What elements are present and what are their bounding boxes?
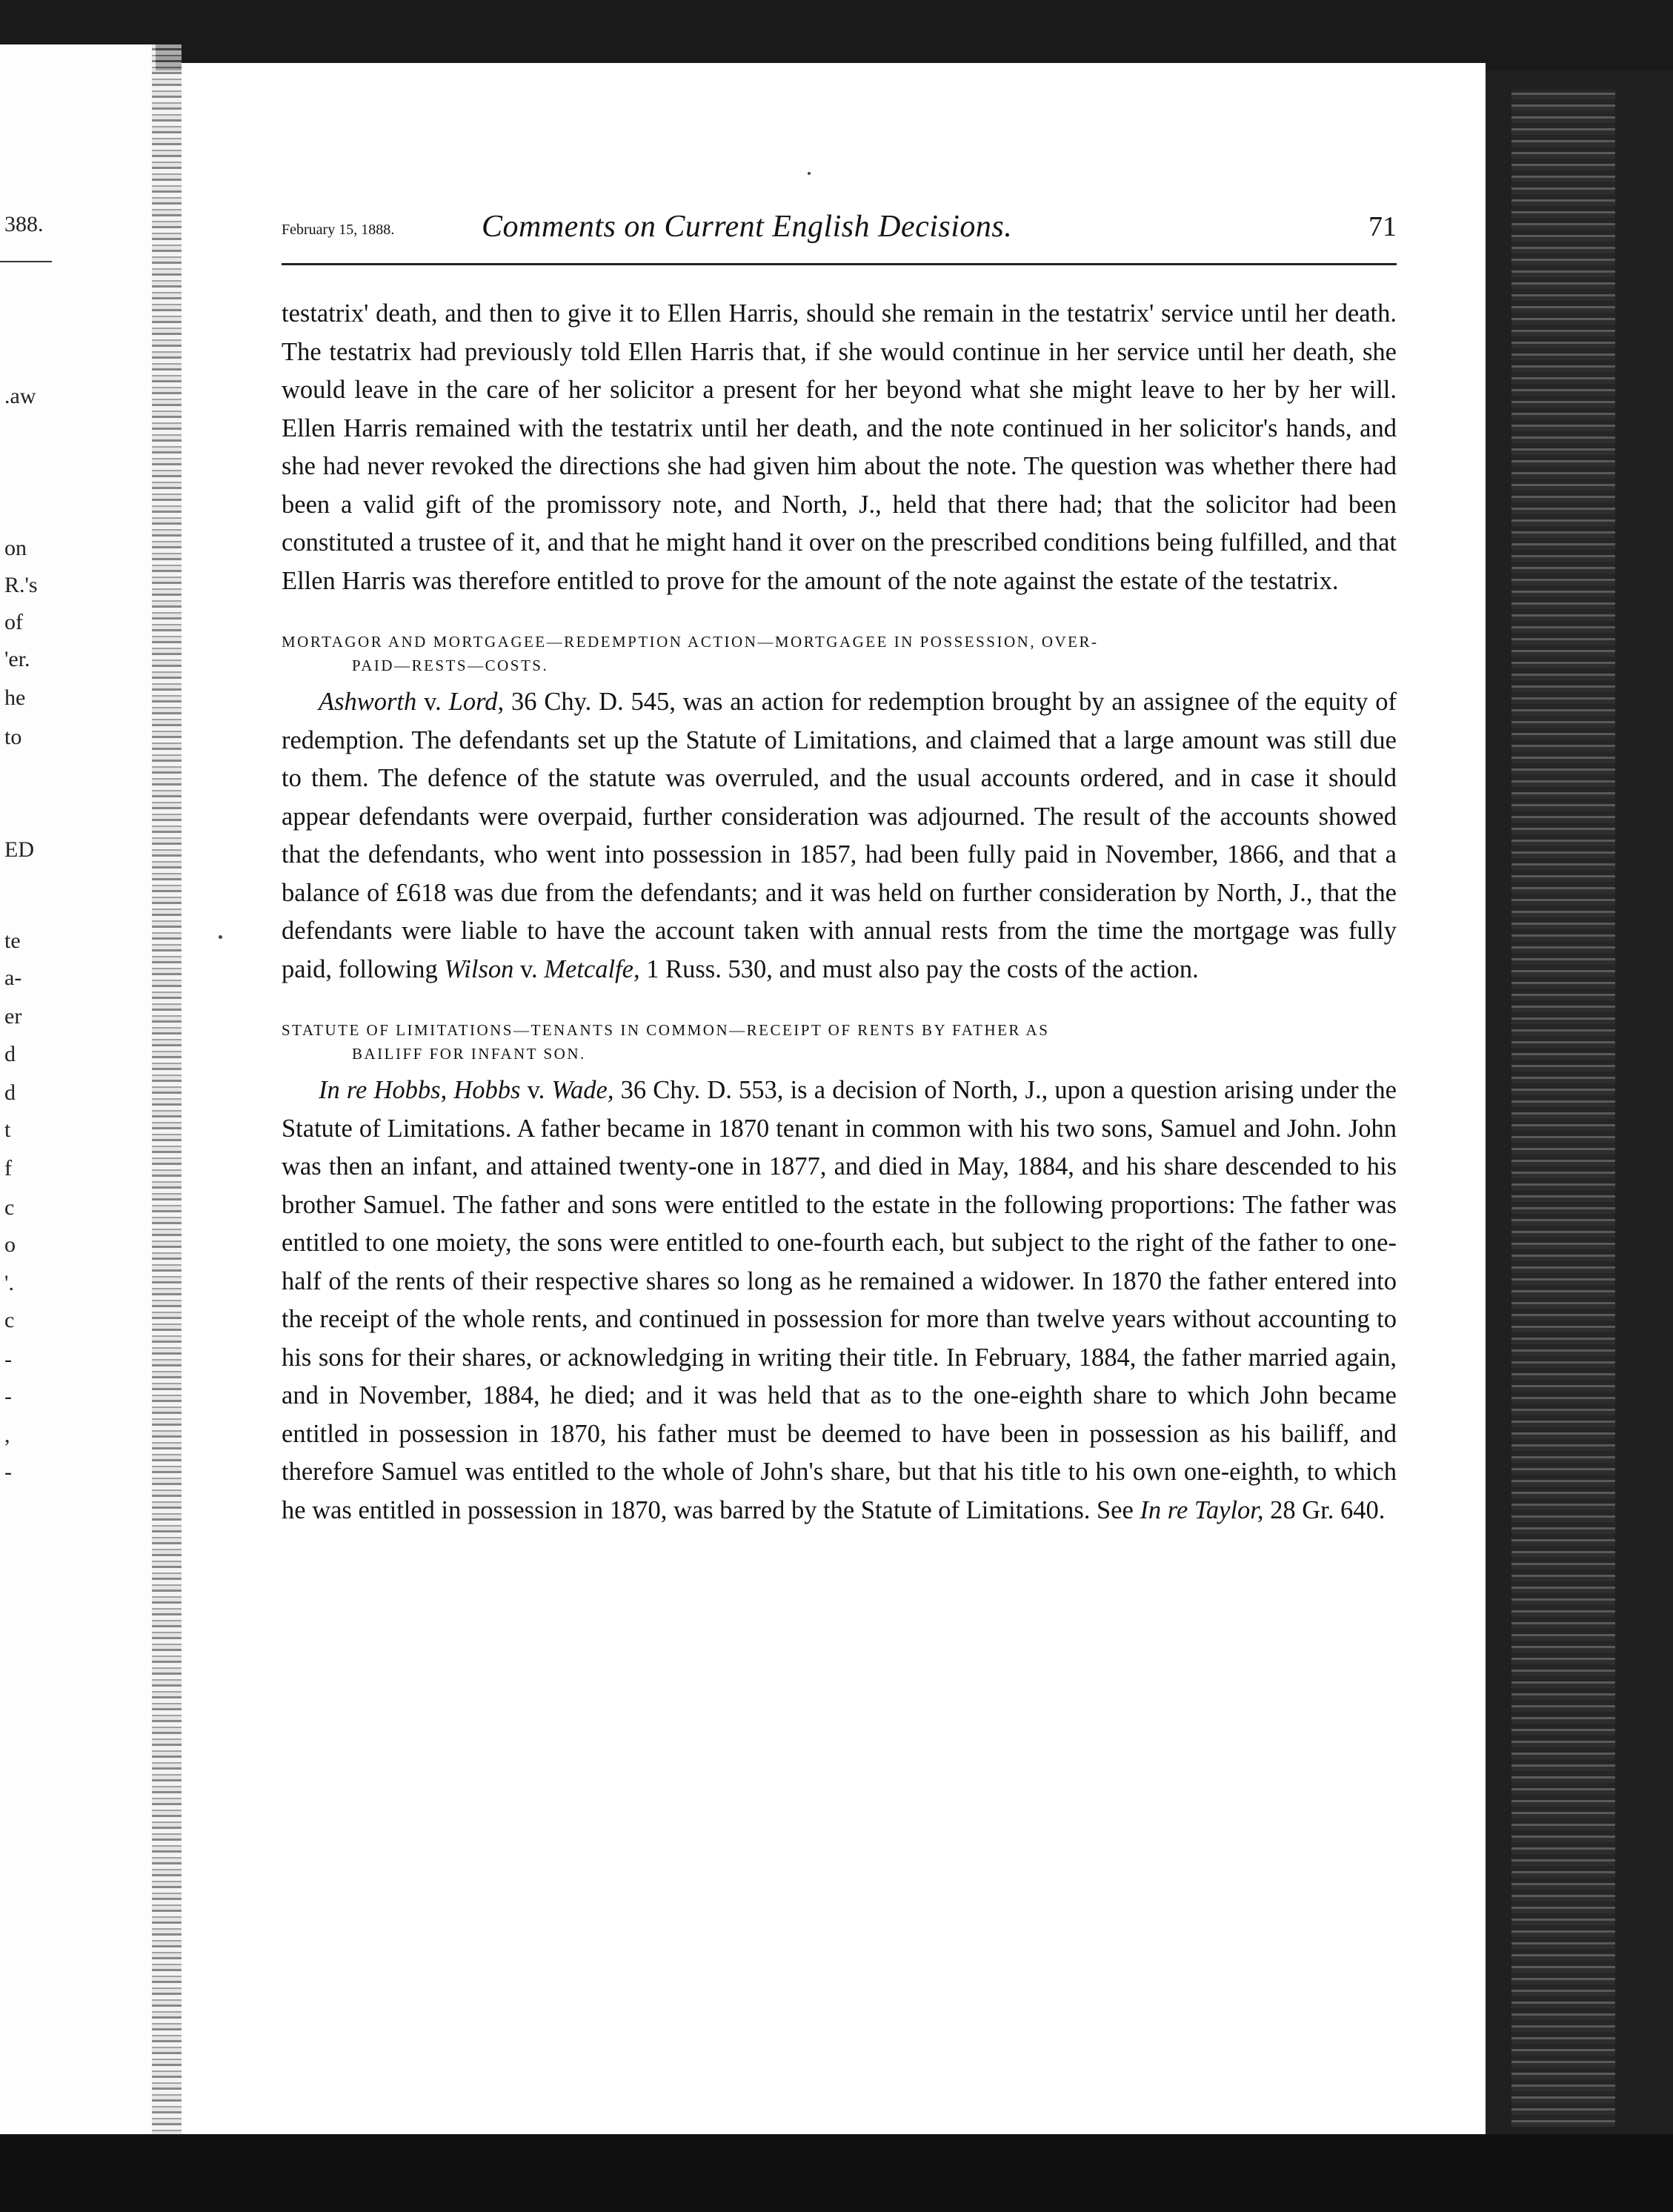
running-header [282, 200, 1397, 245]
margin-fragment: of [4, 610, 23, 634]
margin-fragment: ED [4, 837, 34, 862]
paragraph-text: 1 Russ. 530, and must also pay the costs of the action. [639, 954, 1199, 983]
case-name: Lord, [448, 688, 505, 716]
paragraph-text: 28 Gr. 640. [1263, 1495, 1386, 1524]
margin-fragment: R.'s [4, 573, 38, 597]
citation: In re Taylor, [1140, 1495, 1264, 1524]
margin-fragment: - [4, 1347, 12, 1372]
case-paragraph [282, 683, 1397, 989]
margin-fragment: t [4, 1117, 11, 1142]
versus: v. [416, 688, 449, 716]
case-name: In re Hobbs, Hobbs [319, 1076, 521, 1104]
margin-fragment: d [4, 1080, 16, 1105]
continued-paragraph: testatrix' death, and then to give it to Ellen Harris, should she remain in the testatrix' service until her death. The testatrix had previously told Ellen Harris that, if she would continue in her service until her death, she would leave in the care of her solicitor a present for her beyond what she might leave to her by her will. Ellen Harris remained with the testatrix until her death, and the note continued in her solicitor's hands, and she had never revoked the directions she had given him about the note. The question was whether there had been a valid gift of the promissory note, and North, J., held that there had; that the solicitor had been constituted a trustee of it, and that he might hand it over on the prescribed conditions being fulfilled, and that Ellen Harris was therefore entitled to prove for the amount of the note against the estate of the testatrix. [282, 299, 1397, 595]
facing-page-strip [0, 44, 156, 2156]
margin-fragment: 'er. [4, 647, 30, 671]
speck [219, 935, 222, 939]
margin-fragment: , [4, 1423, 10, 1447]
heading-line: PAID—RESTS—COSTS. [352, 657, 549, 674]
citation: Wilson [444, 954, 514, 983]
margin-fragment: te [4, 929, 21, 953]
case-name: Ashworth [319, 688, 417, 716]
margin-fragment: d [4, 1042, 16, 1066]
margin-fragment: c [4, 1308, 15, 1332]
margin-fragment: 388. [4, 212, 44, 236]
margin-fragment: a- [4, 966, 22, 990]
page-number: 71 [1368, 211, 1397, 242]
paragraph-text: 36 Chy. D. 545, was an action for redemption brought by an assignee of the equity of redemption. The defendants set up the Statute of Limitations, and claimed that a large amount was still due to them. The defence of the statute was overruled, and the usual accounts ordered, and in case it should appear defendants were overpaid, further consideration was adjourned. The result of the accounts showed that the defendants, who went into possession in 1857, had been fully paid in November, 1866, and that a balance of £618 was due from the defendants; and it was held on further consideration by North, J., that the defendants were liable to have the account taken with annual rests from the time the mortgage was fully paid, following [282, 688, 1397, 983]
article-body [282, 295, 1397, 1530]
margin-fragment: .aw [4, 384, 36, 408]
margin-fragment: '. [4, 1271, 14, 1295]
margin-fragment: c [4, 1195, 15, 1220]
heading-line: MORTAGOR AND MORTGAGEE—REDEMPTION ACTION—MORTGAGEE IN POSSESSION, OVER- [282, 633, 1099, 651]
margin-fragment: he [4, 685, 26, 710]
speck [808, 172, 811, 175]
margin-fragment: - [4, 1384, 12, 1409]
margin-fragment: to [4, 725, 22, 749]
case-paragraph [282, 1072, 1397, 1530]
section-heading [282, 630, 1397, 677]
scan-top-border [0, 0, 1673, 70]
scan-bottom-border [0, 2134, 1673, 2212]
case-name: Wade, [551, 1076, 614, 1104]
margin-fragment: f [4, 1156, 12, 1180]
paragraph-text: 36 Chy. D. 553, is a decision of North, J., upon a question arising under the Statute of Limitations. A father became in 1870 tenant in common with his two sons, Samuel and John. John was then an infant, and attained twenty-one in 1877, and died in May, 1884, and his share descended to his brother Samuel. The father and sons were entitled to the estate in the following proportions: The father was entitled to one moiety, the sons were entitled to one-fourth each, but subject to the right of the father to one-half of the rents of their respective shares so long as he remained a widower. In 1870 the father entered into the receipt of the whole rents, and continued in possession for more than twelve years without accounting to his sons for their shares, or acknowledging in writing their title. In February, 1884, the father married again, and in November, 1884, he died; and it was held that as to the one-eighth share to which John became entitled in possession in 1870, his father must be deemed to have been in possession as his bailiff, and therefore Samuel was entitled to the whole of John's share, but that his title to his own one-eighth, to which he was entitled in possession in 1870, was barred by the Statute of Limitations. See [282, 1076, 1397, 1524]
margin-fragment: - [4, 1460, 12, 1484]
section-heading [282, 1018, 1397, 1066]
heading-line: BAILIFF FOR INFANT SON. [352, 1045, 586, 1063]
running-title: Comments on Current English Decisions. [482, 210, 1013, 244]
header-rule [282, 263, 1397, 265]
margin-fragment: on [4, 536, 27, 560]
citation: Metcalfe, [544, 954, 640, 983]
versus: v. [513, 954, 545, 983]
versus: v. [520, 1076, 552, 1104]
heading-line: STATUTE OF LIMITATIONS—TENANTS IN COMMON—RECEIPT OF RENTS BY FATHER AS [282, 1021, 1050, 1039]
book-gutter [152, 44, 182, 2149]
margin-rule [0, 261, 52, 262]
scan-right-noise [1511, 89, 1615, 2127]
issue-date: February 15, 1888. [282, 222, 395, 238]
margin-fragment: er [4, 1004, 22, 1029]
margin-fragment: o [4, 1232, 16, 1257]
